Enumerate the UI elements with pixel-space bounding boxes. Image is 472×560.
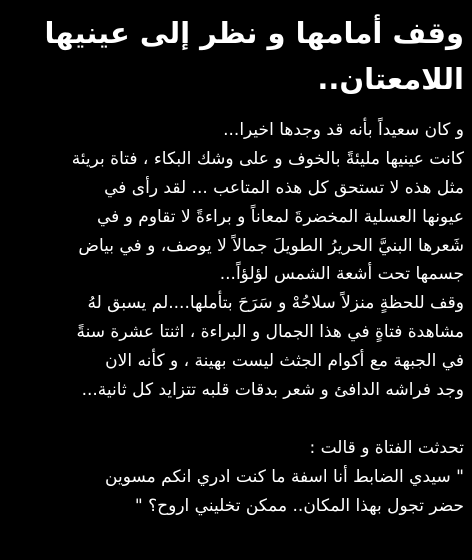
text-line: عيونها العسلية المخضرةَ لمعاناً و براءةً لا تقاوم و في	[96, 206, 464, 227]
text-line: و كان سعيداً بأنه قد وجدها اخيرا...	[223, 120, 464, 140]
text-line: " سيدي الضابط أنا اسفة ما كنت ادري انكم مسوين	[105, 466, 464, 487]
text-line: شَعرها البنيَّ الحريرُ الطويلَ جمالاً لا يوصف، و في بياض	[78, 235, 464, 256]
text-line: حضر تجول بهذا المكان.. ممكن تخليني اروح؟ "	[134, 495, 464, 516]
text-line: في الجبهة مع أكوام الجثث ليست بهينة ، و كأنه الان	[105, 351, 464, 372]
text-line: مثل هذه لا تستحق كل هذه المتاعب ... لقد رأى في	[104, 177, 464, 198]
text-line: جسمها تحت أشعة الشمس لؤلؤاً...	[219, 264, 464, 285]
text-line: وقف للحظةٍ منزلاً سلاحُهْ و سَرَحَ بتأملها....لم يسبق لهُ	[87, 293, 464, 314]
blank-line	[8, 405, 464, 434]
document-body	[8, 116, 464, 520]
text-line: مشاهدة فتاةٍ في هذا الجمال و البراءة ، اثنتا عشرة سنةً	[76, 322, 464, 343]
text-line: كانت عينيها مليئةً بالخوف و على وشك البكاء ، فتاة بريئة	[71, 148, 464, 169]
text-line: وجد فراشه الدافئ و شعر بدقات قلبه تتزايد كل ثانية...	[81, 380, 464, 401]
document-title: وقف أمامها و نظر إلى عينيها اللامعتان..	[44, 16, 464, 96]
text-line: تحدثت الفتاة و قالت :	[309, 437, 464, 458]
